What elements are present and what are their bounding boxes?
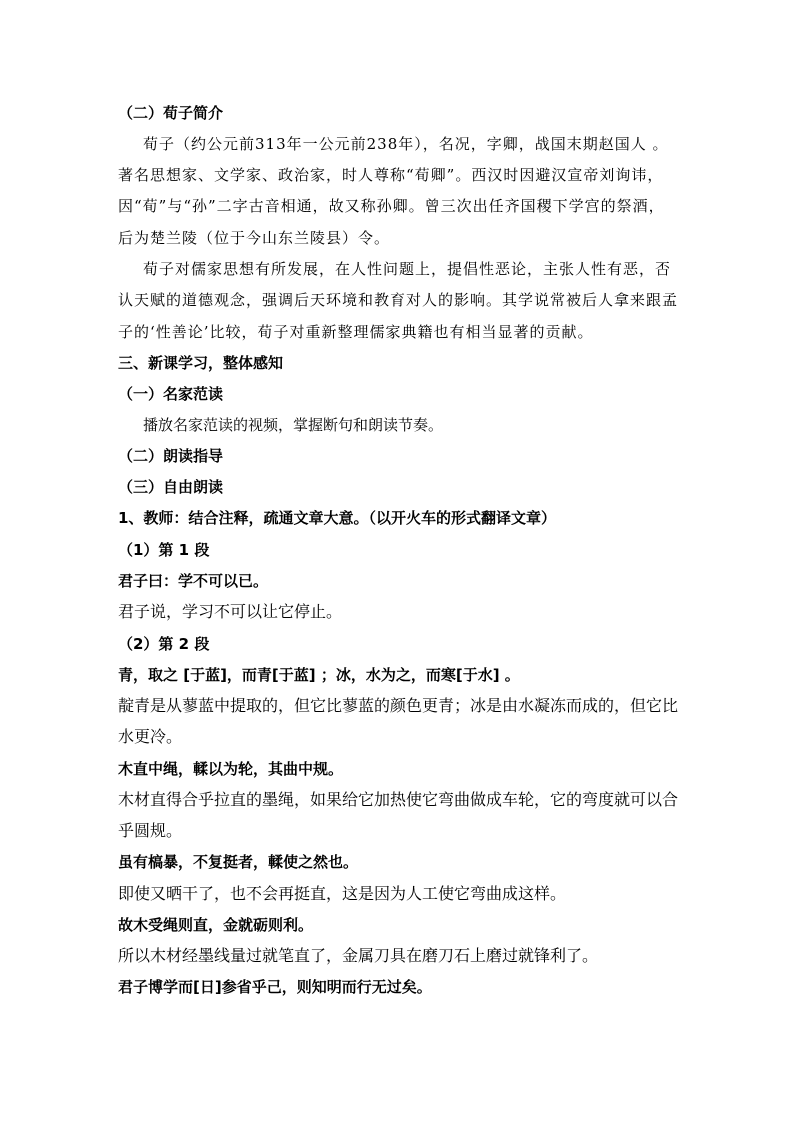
classical-text-line: 君子博学而[日]参省乎己，则知明而行无过矣。 (118, 978, 432, 996)
paragraph-line: 荀子（约公元前313年一公元前238年），名况，字卿，战国末期赵国人 。 (143, 135, 669, 153)
paragraph-line: 播放名家范读的视频，掌握断句和朗读节奏。 (143, 416, 444, 434)
translation-line: 即使又晒干了，也不会再挺直，这是因为人工使它弯曲成这样。 (118, 884, 567, 903)
classical-text-line: 青，取之 [于蓝]，而青[于蓝] ；冰，水为之，而寒[于水] 。 (118, 666, 520, 684)
paragraph-line: 认天赋的道德观念，强调后天环境和教育对人的影响。其学说常被后人拿来跟孟 (118, 291, 679, 309)
classical-text-line: 故木受绳则直，金就砺则利。 (118, 916, 314, 934)
paragraph-line: 荀子对儒家思想有所发展，在人性问题上，提倡性恶论，主张人性有恶，否 (143, 260, 672, 278)
paragraph-line: 子的‘性善论’比较，荀子对重新整理儒家典籍也有相当显著的贡献。 (118, 323, 594, 341)
classical-text-line: 君子曰：学不可以已。 (118, 572, 269, 590)
paragraph-number-2: （2）第 2 段 (118, 635, 210, 653)
translation-line: 君子说，学习不可以让它停止。 (118, 602, 343, 621)
translation-line: 木材直得合乎拉直的墨绳，如果给它加热使它弯曲做成车轮，它的弯度就可以合 (118, 790, 679, 809)
translation-line: 所以木材经墨线量过就笔直了，金属刀具在磨刀石上磨过就锋利了。 (118, 946, 599, 965)
classical-text-line: 虽有槁暴，不复挺者，輮使之然也。 (118, 853, 359, 871)
paragraph-number-1: （1）第 1 段 (118, 541, 210, 559)
section-heading-xunzi-intro: （二）荀子简介 (118, 104, 224, 122)
subheading-reading-guidance: （二）朗读指导 (118, 447, 224, 465)
instruction-line: 1、教师：结合注释，疏通文章大意。（以开火车的形式翻译文章） (118, 509, 556, 527)
paragraph-line: 后为楚兰陵（位于今山东兰陵县）令。 (118, 229, 391, 247)
subheading-free-reading: （三）自由朗读 (118, 478, 224, 496)
paragraph-line: 著名思想家、文学家、政治家，时人尊称“荀卿”。西汉时因避汉宣帝刘询讳， (118, 166, 664, 184)
translation-line: 靛青是从蓼蓝中提取的，但它比蓼蓝的颜色更青；冰是由水凝冻而成的，但它比 (118, 696, 679, 715)
classical-text-line: 木直中绳，輮以为轮，其曲中规。 (118, 760, 344, 778)
translation-line: 乎圆规。 (118, 821, 183, 840)
translation-line: 水更冷。 (118, 727, 183, 746)
subheading-model-reading: （一）名家范读 (118, 385, 224, 403)
paragraph-line: 因“荀”与“孙”二字古音相通，故又称孙卿。曾三次出任齐国稷下学宫的祭酒， (118, 197, 665, 215)
section-heading-new-lesson: 三、新课学习，整体感知 (118, 354, 284, 372)
